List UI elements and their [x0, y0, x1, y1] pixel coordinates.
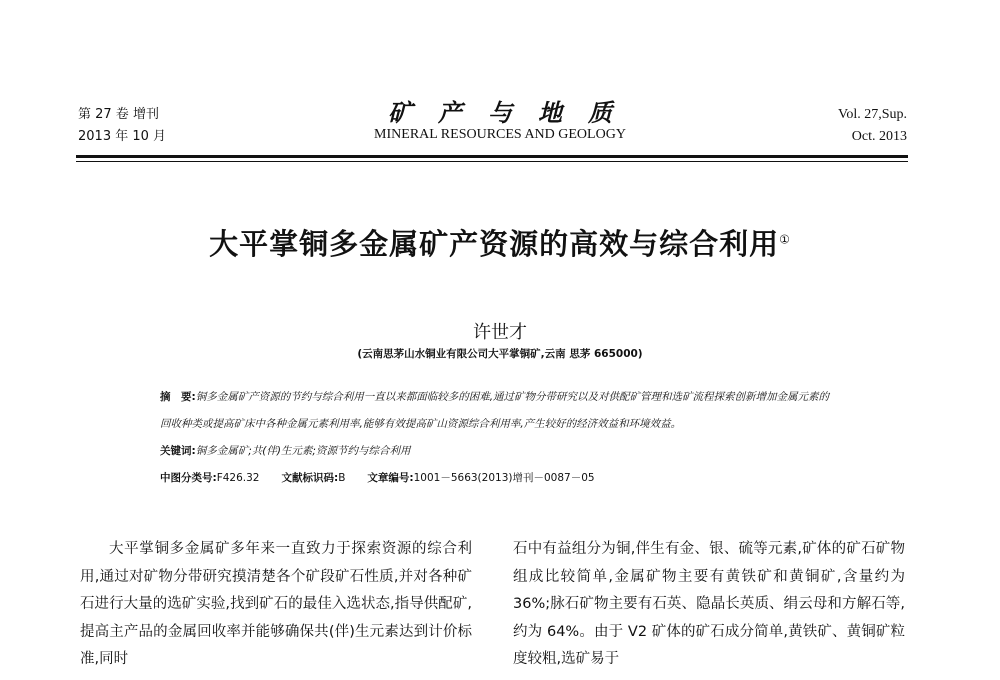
- date-cn: 2013 年 10 月: [78, 129, 167, 144]
- classification-line: [160, 465, 835, 492]
- body-column-left: [80, 536, 472, 674]
- date-en: Oct. 2013: [851, 129, 907, 144]
- journal-name-cn: 矿产与地质: [388, 98, 638, 127]
- body-paragraph-left: 大平掌铜多金属矿多年来一直致力于探索资源的综合利用,通过对矿物分带研究摸清楚各个矿段矿石性质,并对各种矿石进行大量的选矿实验,找到矿石的最佳入选状态,指导供配矿,提高主产品的金属回收率并能够确保共(伴)生元素达到计价标准,同时: [80, 541, 472, 667]
- doc-code-label: 文献标识码:: [281, 472, 339, 484]
- volume-cn: 第 27 卷 增刊: [78, 107, 159, 122]
- article-title-text: 大平掌铜多金属矿产资源的高效与综合利用: [209, 227, 780, 261]
- abstract-label: 摘 要:: [160, 391, 196, 403]
- abstract-text: 铜多金属矿产资源的节约与综合利用一直以来都面临较多的困难,通过矿物分带研究以及对供配矿管理和选矿流程探索创新增加金属元素的回收种类或提高矿床中各种金属元素利用率,能够有效提高矿山资源综合利用率,产生较好的经济效益和环境效益。: [160, 391, 830, 430]
- journal-name-en: MINERAL RESOURCES AND GEOLOGY: [374, 127, 626, 142]
- article-no-label: 文章编号:: [367, 472, 414, 484]
- keywords: [160, 438, 835, 465]
- body-paragraph-right: 石中有益组分为铜,伴生有金、银、硫等元素,矿体的矿石矿物组成比较简单,金属矿物主要有黄铁矿和黄铜矿,含量约为 36%;脉石矿物主要有石英、隐晶长英质、绢云母和方解石等,约为 64%。由于 V2 矿体的矿石成分简单,黄铁矿、黄铜矿粒度较粗,选矿易于: [513, 541, 905, 667]
- abstract: [160, 384, 835, 438]
- author: 许世才: [473, 322, 527, 343]
- keywords-label: 关键词:: [160, 445, 196, 457]
- keywords-text: 铜多金属矿;共(伴)生元素;资源节约与综合利用: [195, 445, 411, 457]
- abstract-block: [160, 384, 835, 492]
- article-no-value: 1001－5663(2013)增刊－0087－05: [413, 472, 595, 484]
- article-title: [0, 222, 1000, 263]
- header-rule-thick: [76, 155, 908, 158]
- clc-value: F426.32: [216, 472, 260, 484]
- journal-issue-en: [838, 104, 907, 148]
- affiliation: (云南思茅山水铜业有限公司大平掌铜矿,云南 思茅 665000): [357, 348, 643, 360]
- doc-code-value: B: [338, 472, 346, 484]
- header-rule-thin: [76, 161, 908, 162]
- volume-en: Vol. 27,Sup.: [838, 107, 907, 122]
- clc-label: 中图分类号:: [160, 472, 217, 484]
- title-footnote-mark: ①: [779, 232, 791, 247]
- body-column-right: [513, 536, 905, 674]
